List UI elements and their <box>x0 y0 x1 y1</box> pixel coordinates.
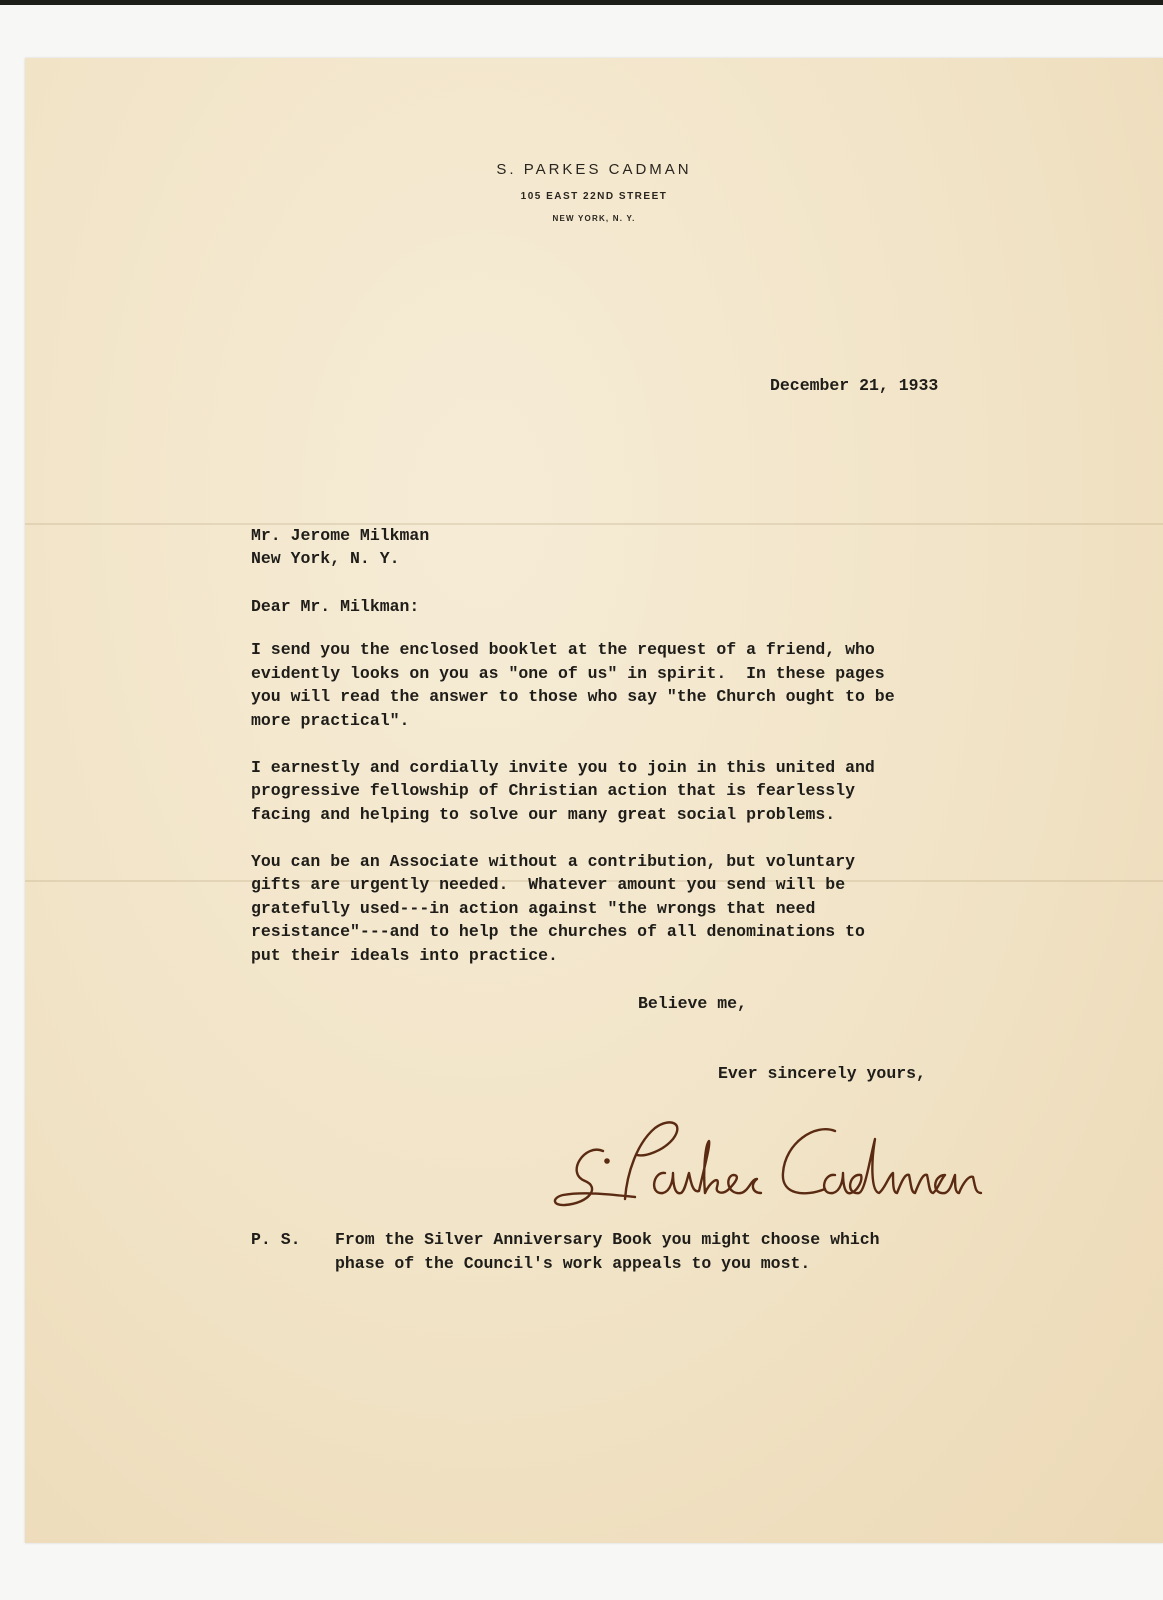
paragraph-line: facing and helping to solve our many great social problems. <box>251 805 836 824</box>
salutation: Dear Mr. Milkman: <box>251 597 420 616</box>
closing-sincerely: Ever sincerely yours, <box>718 1064 926 1083</box>
fold-line <box>25 523 1163 525</box>
postscript-line: From the Silver Anniversary Book you might choose which <box>335 1230 880 1249</box>
paragraph-line: gratefully used---in action against "the wrongs that need <box>251 899 816 918</box>
scan-top-edge <box>0 0 1163 5</box>
postscript-line: phase of the Council's work appeals to you most. <box>335 1254 811 1273</box>
paragraph-line: I send you the enclosed booklet at the request of a friend, who <box>251 640 875 659</box>
postscript-label: P. S. <box>251 1230 301 1249</box>
paragraph-line: I earnestly and cordially invite you to join in this united and <box>251 758 875 777</box>
paragraph-line: gifts are urgently needed. Whatever amount you send will be <box>251 875 846 894</box>
paragraph-line: progressive fellowship of Christian action that is fearlessly <box>251 781 855 800</box>
paragraph-line: put their ideals into practice. <box>251 946 558 965</box>
signature <box>545 1103 1065 1213</box>
paragraph-line: evidently looks on you as "one of us" in spirit. In these pages <box>251 664 885 683</box>
letterhead-city: NEW YORK, N. Y. <box>552 214 636 223</box>
letter-paper <box>25 58 1163 1543</box>
paragraph-line: You can be an Associate without a contribution, but voluntary <box>251 852 855 871</box>
closing-believe: Believe me, <box>638 994 747 1013</box>
paragraph-line: resistance"---and to help the churches of all denominations to <box>251 922 865 941</box>
letter-date: December 21, 1933 <box>770 376 939 395</box>
paragraph-line: you will read the answer to those who say "the Church ought to be <box>251 687 895 706</box>
paragraph-line: more practical". <box>251 711 410 730</box>
recipient-name: Mr. Jerome Milkman <box>251 526 430 545</box>
letterhead-street: 105 EAST 22ND STREET <box>520 191 668 202</box>
recipient-city: New York, N. Y. <box>251 549 400 568</box>
letterhead-name: S. PARKES CADMAN <box>496 161 692 178</box>
